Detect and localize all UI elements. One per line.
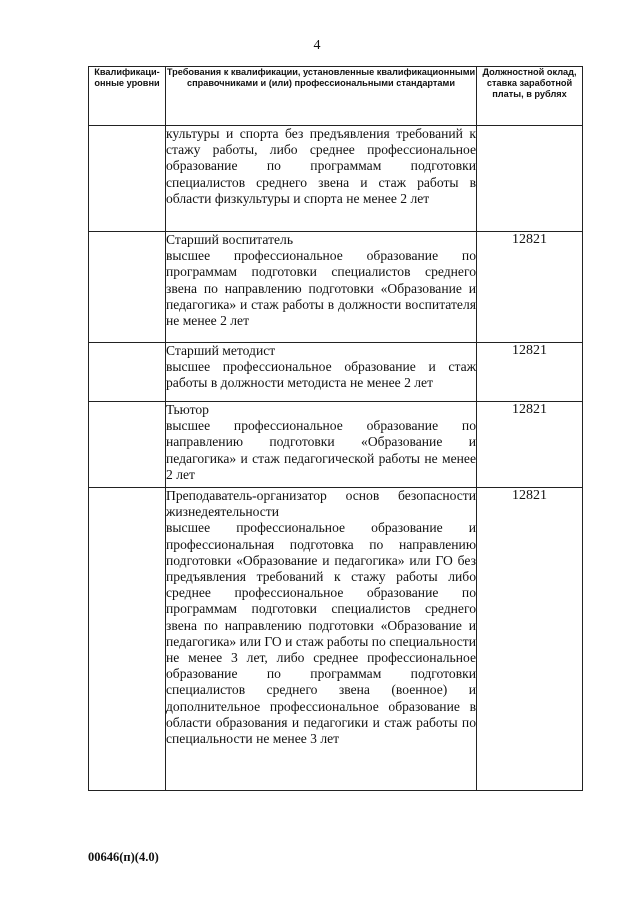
salary-cell: 12821 <box>477 343 583 402</box>
requirements-cell <box>166 402 477 488</box>
requirements-text: высшее профессиональное образование по программам подготовки специалистов среднего звена по направлению подготовки «Образование и педагогика» и стаж работы в должности воспитателя не менее 2 лет <box>166 248 476 329</box>
level-cell <box>89 126 166 232</box>
position-title: Старший воспитатель <box>166 232 294 247</box>
level-cell <box>89 402 166 488</box>
table-row <box>89 343 583 402</box>
document-code: 00646(п)(4.0) <box>88 850 159 864</box>
level-cell <box>89 232 166 343</box>
header-requirements: Требования к квалификации, установленные квалификационными справочниками и (или) профессиональными стандартами <box>166 67 477 126</box>
qualification-table <box>88 66 583 791</box>
level-cell <box>89 343 166 402</box>
position-title: Старший методист <box>166 343 276 358</box>
page-number: 4 <box>313 38 321 53</box>
position-title: Преподаватель-организатор основ безопасности жизнедеятельности <box>166 488 476 520</box>
salary-cell: 12821 <box>477 488 583 791</box>
requirements-cell <box>166 232 477 343</box>
salary-cell: 12821 <box>477 402 583 488</box>
table-row <box>89 402 583 488</box>
table-row <box>89 126 583 232</box>
header-salary: Должностной оклад, ставка заработной платы, в рублях <box>477 67 583 126</box>
requirements-text: высшее профессиональное образование по направлению подготовки «Образование и педагогика» и стаж педагогической работы не менее 2 лет <box>166 418 476 482</box>
position-title: Тьютор <box>166 402 209 417</box>
requirements-text: высшее профессиональное образование и профессиональная подготовка по направлению подготовки «Образование и педагогика» или ГО без предъявления требований к стажу работы либо среднее профессиональное образование по программам подготовки специалистов среднего звена по направлению подготовки «Образование и педагогика» или ГО и стаж работы по специальности не менее 3 лет, либо среднее профессиональное образование по программам подготовки специалистов среднего звена (военное) и дополнительное профессиональное образование в области образования и педагогики и стаж работы по специальности не менее 3 лет <box>166 520 476 747</box>
table-row <box>89 232 583 343</box>
requirements-text: культуры и спорта без предъявления требований к стажу работы, либо среднее профессиональное образование по программам подготовки специалистов среднего звена и стаж работы в области физкультуры и спорта не менее 2 лет <box>166 126 476 206</box>
requirements-cell <box>166 488 477 791</box>
salary-cell <box>477 126 583 232</box>
table-header-row <box>89 67 583 126</box>
table-row <box>89 488 583 791</box>
level-cell <box>89 488 166 791</box>
requirements-text: высшее профессиональное образование и стаж работы в должности методиста не менее 2 лет <box>166 359 476 391</box>
header-levels: Квалификаци-онные уровни <box>89 67 166 126</box>
requirements-cell <box>166 126 477 232</box>
salary-cell: 12821 <box>477 232 583 343</box>
requirements-cell <box>166 343 477 402</box>
